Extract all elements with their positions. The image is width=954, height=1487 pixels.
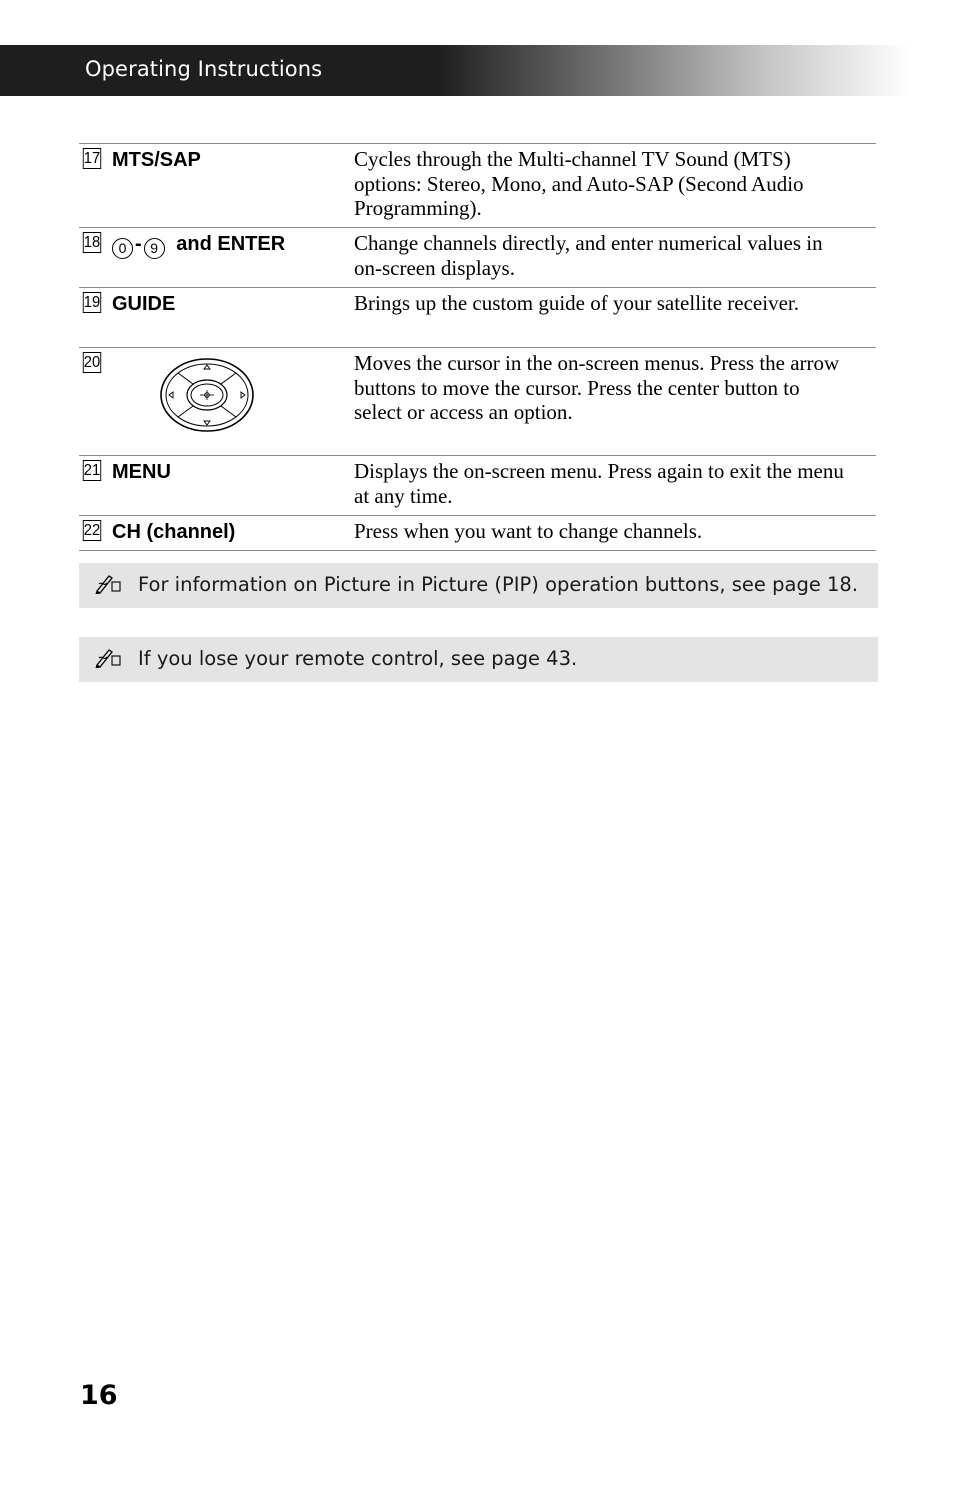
item-label: MTS/SAP	[112, 149, 201, 171]
item-label: and ENTER	[176, 233, 286, 255]
note-text: For information on Picture in Picture (PIP) operation buttons, see page 18.	[138, 573, 859, 596]
table-row	[79, 516, 876, 551]
item-number: 20	[83, 354, 101, 371]
item-label: GUIDE	[112, 293, 176, 315]
note-box	[79, 563, 878, 608]
item-number: 22	[83, 522, 101, 539]
item-label-group	[112, 232, 285, 259]
pencil-note-icon	[95, 572, 123, 594]
note-box	[79, 637, 878, 682]
item-number: 21	[83, 462, 101, 479]
item-number: 19	[83, 294, 101, 311]
note-text: If you lose your remote control, see page 43.	[138, 647, 578, 670]
joystick-icon	[159, 357, 255, 433]
key-range-separator: -	[135, 233, 142, 255]
key-9-icon: 9	[144, 238, 165, 259]
item-description: Press when you want to change channels.	[354, 519, 703, 543]
table-row	[79, 228, 876, 288]
table-row	[79, 456, 876, 516]
item-number: 18	[83, 234, 101, 251]
item-number: 17	[83, 150, 101, 167]
button-description-table	[79, 143, 876, 551]
page-header-title: Operating Instructions	[85, 57, 323, 81]
item-description: Moves the cursor in the on-screen menus. Press the arrow buttons to move the cursor. Press the center button to select or access an option.	[354, 351, 840, 424]
table-row	[79, 288, 876, 348]
table-row	[79, 348, 876, 456]
item-description: Cycles through the Multi-channel TV Sound (MTS) options: Stereo, Mono, and Auto-SAP (Second Audio Programming).	[354, 147, 804, 220]
item-description: Change channels directly, and enter numerical values in on-screen displays.	[354, 231, 823, 280]
table-row	[79, 144, 876, 228]
item-label: CH (channel)	[112, 521, 236, 543]
pencil-note-icon	[95, 646, 123, 668]
page-number: 16	[80, 1380, 118, 1411]
key-0-icon: 0	[112, 238, 133, 259]
item-label: MENU	[112, 461, 171, 483]
item-description: Displays the on-screen menu. Press again to exit the menu at any time.	[354, 459, 844, 508]
item-description: Brings up the custom guide of your satellite receiver.	[354, 291, 799, 315]
